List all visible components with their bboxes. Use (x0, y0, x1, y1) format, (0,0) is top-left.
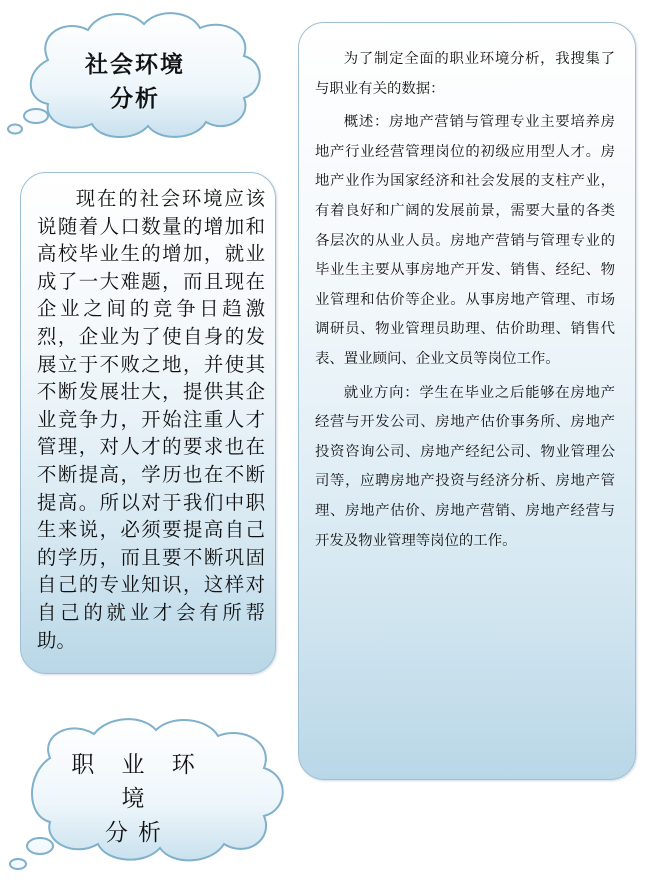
career-data-intro: 为了制定全面的职业环境分析，我搜集了与职业有关的数据： (315, 51, 615, 97)
career-data-overview: 概述：房地产营销与管理专业主要培养房地产行业经营管理岗位的初级应用型人才。房地产业作为国家经济和社会发展的支柱产业，有着良好和广阔的发展前景，需要大量的各类各层次的从业人员。房地产营销与管理专业的毕业生主要从事房地产开发、销售、经纪、物业管理和估价等企业。从事房地产管理、市场调研员、物业管理员助理、估价助理、销售代表、置业顾问、企业文员等岗位工作。 (315, 114, 615, 367)
social-environment-panel (20, 172, 276, 674)
career-data-direction: 就业方向：学生在毕业之后能够在房地产经营与开发公司、房地产估价事务所、房地产投资咨询公司、房地产经纪公司、物业管理公司等，应聘房地产投资与经济分析、房地产管理、房地产估价、房地产营销、房地产经营与开发及物业管理等岗位的工作。 (315, 384, 615, 549)
cloud-title-line2: 分析 (105, 820, 171, 846)
career-data-panel (298, 22, 636, 780)
cloud-title-social-environment (55, 48, 215, 116)
cloud-title-career-environment (48, 748, 228, 850)
cloud-title-line1: 社会环境 (85, 51, 185, 78)
cloud-title-line2: 分析 (110, 85, 160, 112)
social-environment-text: 现在的社会环境应该说随着人口数量的增加和高校毕业生的增加，就业成了一大难题，而且现在企业之间的竞争日趋激烈，企业为了使自身的发展立于不败之地，并使其不断发展壮大，提供其企业竞争力，开始注重人才管理，对人才的要求也在不断提高，学历也在不断提高。所以对于我们中职生来说，必须要提高自己的学历，而且要不断巩固自己的专业知识，这样对自己的就业才会有所帮助。 (37, 187, 265, 652)
cloud-title-line1: 职 业 环 境 (71, 752, 205, 812)
